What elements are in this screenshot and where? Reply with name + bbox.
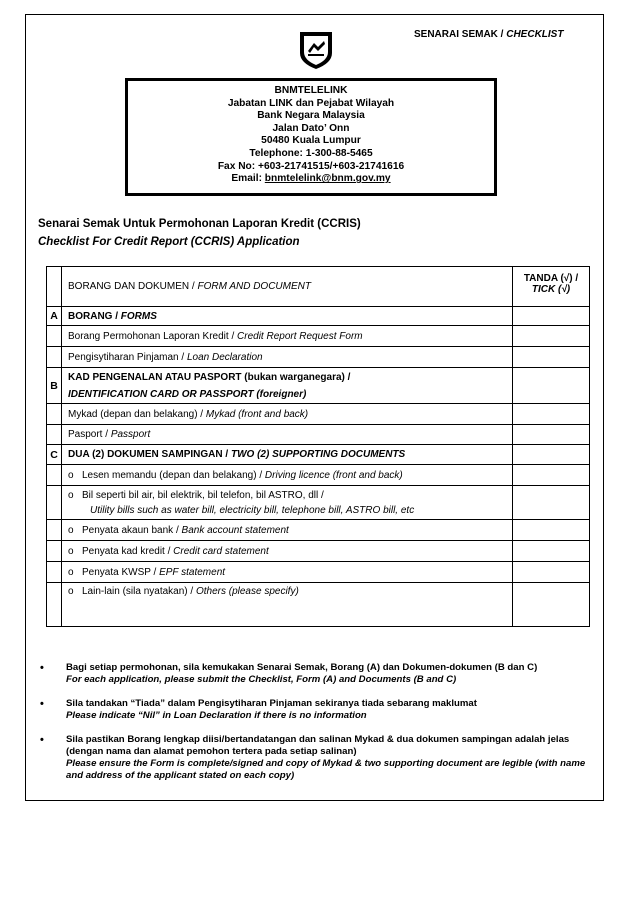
table-row	[47, 326, 590, 347]
bullet-icon: •	[40, 734, 44, 746]
tick-box[interactable]	[513, 404, 590, 425]
header-form-document: BORANG DAN DOKUMEN / FORM AND DOCUMENT	[62, 267, 513, 307]
section-letter: A	[47, 307, 62, 326]
section-letter: B	[47, 368, 62, 404]
tick-box[interactable]	[513, 307, 590, 326]
section-title: DUA (2) DOKUMEN SAMPINGAN / TWO (2) SUPPORTING DOCUMENTS	[62, 445, 513, 465]
notes-list	[40, 662, 596, 791]
address-line: Fax No: +603-21741515/+603-21741616	[217, 160, 405, 172]
list-bullet-icon: o	[68, 489, 74, 501]
item-label: o Bil seperti bil air, bil elektrik, bil telefon, bil ASTRO, dll / Utility bills such as water bill, electricity bill, telephone bill, ASTRO bill, etc	[62, 486, 513, 520]
note-item: • Sila pastikan Borang lengkap diisi/bertandatangan dan salinan Mykad & dua dokumen sampingan adalah jelas (dengan nama dan alamat pemohon tertera pada setiap salinan) Please ensure the Form is complete/signed and copy of Mykad & two supporting document are legible (with name and address of the applicant stated on each copy)	[40, 734, 586, 781]
header-tick: TANDA (√) / TICK (√)	[513, 267, 590, 307]
item-label: o Penyata KWSP / EPF statement	[62, 562, 513, 583]
tick-box[interactable]	[513, 425, 590, 445]
tick-box[interactable]	[513, 465, 590, 486]
list-bullet-icon: o	[68, 566, 74, 578]
list-bullet-icon: o	[68, 586, 74, 597]
tick-box[interactable]	[513, 486, 590, 520]
list-bullet-icon: o	[68, 469, 74, 481]
list-item	[47, 541, 590, 562]
tick-box[interactable]	[513, 562, 590, 583]
section-title: BORANG / FORMS	[62, 307, 513, 326]
title-malay: Senarai Semak Untuk Permohonan Laporan Kredit (CCRIS)	[38, 218, 361, 230]
section-c-row	[47, 445, 590, 465]
tick-box[interactable]	[513, 347, 590, 368]
bank-crest-icon	[295, 29, 337, 71]
tick-box[interactable]	[513, 541, 590, 562]
list-item	[47, 520, 590, 541]
item-label: Pengisytiharan Pinjaman / Loan Declaration	[62, 347, 513, 368]
address-line: Jalan Dato’ Onn	[272, 122, 350, 134]
bullet-icon: •	[40, 662, 44, 674]
section-letter: C	[47, 445, 62, 465]
address-line: Telephone: 1-300-88-5465	[249, 147, 373, 159]
list-bullet-icon: o	[68, 524, 74, 536]
tick-box[interactable]	[513, 520, 590, 541]
list-item	[47, 486, 590, 520]
item-label: o Penyata kad kredit / Credit card statement	[62, 541, 513, 562]
address-line: Jabatan LINK dan Pejabat Wilayah	[227, 97, 395, 109]
bullet-icon: •	[40, 698, 44, 710]
note-item: • Bagi setiap permohonan, sila kemukakan Senarai Semak, Borang (A) dan Dokumen-dokumen (B dan C) For each application, please submit the Checklist, Form (A) and Documents (B and C)	[40, 662, 538, 685]
tick-box[interactable]	[513, 326, 590, 347]
item-label: Pasport / Passport	[62, 425, 513, 445]
note-item: • Sila tandakan “Tiada” dalam Pengisytiharan Pinjaman sekiranya tiada sebarang maklumat Please indicate “Nil” in Loan Declaration if there is no information	[40, 698, 477, 721]
item-label: Borang Permohonan Laporan Kredit / Credit Report Request Form	[62, 326, 513, 347]
item-label: Mykad (depan dan belakang) / Mykad (front and back)	[62, 404, 513, 425]
email-line: Email: bnmtelelink@bnm.gov.my	[231, 173, 391, 185]
tick-box[interactable]	[513, 368, 590, 404]
list-bullet-icon: o	[68, 545, 74, 557]
address-line: 50480 Kuala Lumpur	[261, 135, 361, 147]
section-a-row	[47, 307, 590, 326]
item-label: o Lain-lain (sila nyatakan) / Others (please specify)	[62, 583, 513, 627]
section-b-row	[47, 368, 590, 404]
tick-box[interactable]	[513, 445, 590, 465]
table-row	[47, 347, 590, 368]
address-line: BNMTELELINK	[274, 85, 348, 96]
title-english: Checklist For Credit Report (CCRIS) Application	[38, 236, 300, 248]
email-link[interactable]: bnmtelelink@bnm.gov.my	[264, 173, 391, 185]
tick-box[interactable]	[513, 583, 590, 627]
checklist-label: SENARAI SEMAK / CHECKLIST	[414, 29, 564, 40]
checklist-table	[46, 266, 590, 627]
list-item	[47, 583, 590, 627]
address-box	[125, 78, 497, 196]
section-title: KAD PENGENALAN ATAU PASPORT (bukan warganegara) / IDENTIFICATION CARD OR PASSPORT (foreigner)	[62, 368, 513, 404]
table-row	[47, 425, 590, 445]
list-item	[47, 562, 590, 583]
item-label: o Lesen memandu (depan dan belakang) / Driving licence (front and back)	[62, 465, 513, 486]
list-item	[47, 465, 590, 486]
address-line: Bank Negara Malaysia	[257, 110, 365, 122]
table-header-row	[47, 267, 590, 307]
table-row	[47, 404, 590, 425]
item-label: o Penyata akaun bank / Bank account statement	[62, 520, 513, 541]
